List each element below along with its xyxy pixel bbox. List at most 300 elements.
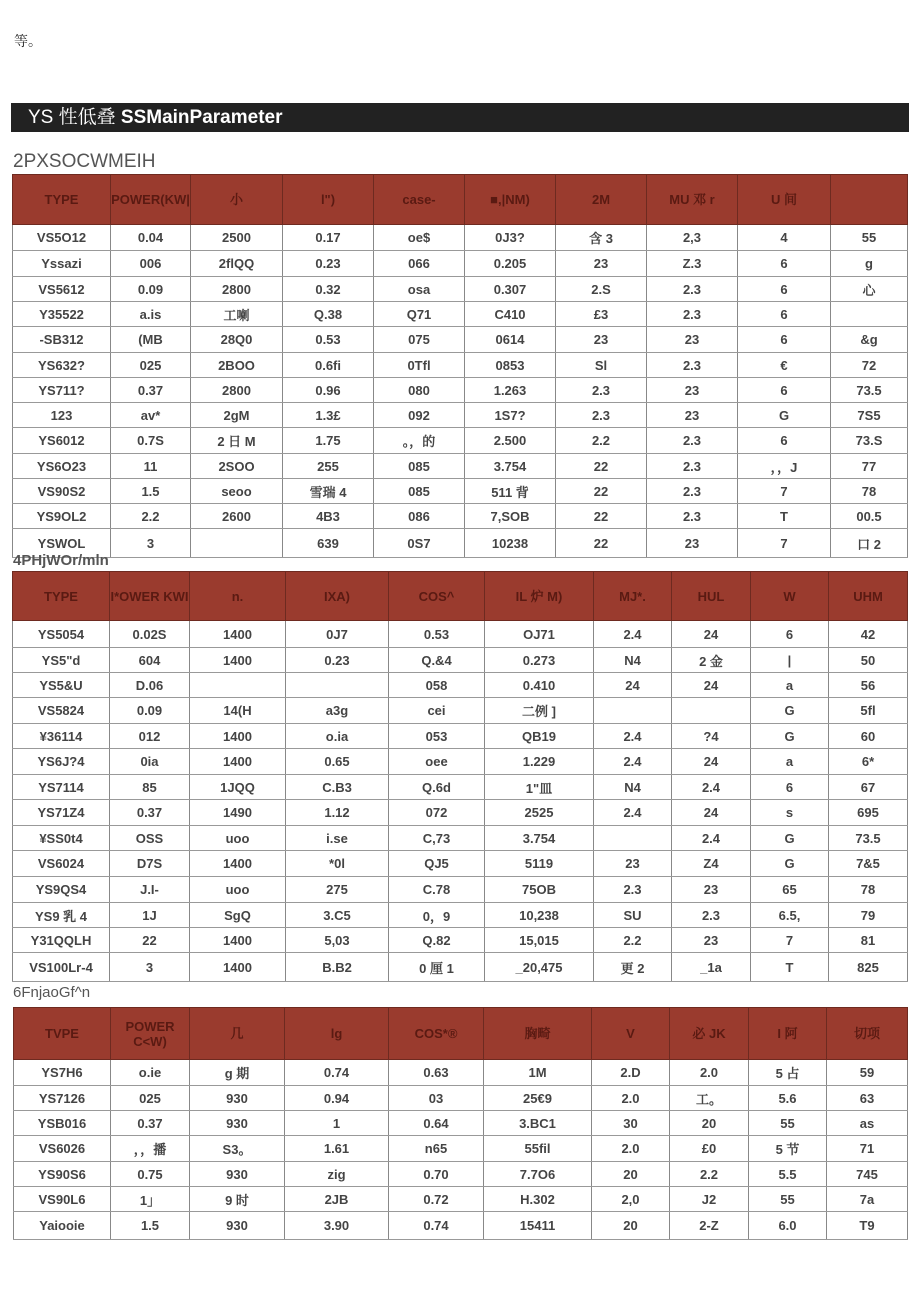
table-cell: 10238 bbox=[465, 529, 556, 558]
table-cell: 24 bbox=[672, 800, 751, 826]
table-cell: 1400 bbox=[190, 648, 286, 673]
table-row bbox=[13, 648, 908, 673]
table-cell: 0614 bbox=[465, 327, 556, 353]
table-cell: 78 bbox=[829, 877, 908, 903]
table-cell: 工。 bbox=[670, 1086, 749, 1111]
table-cell: VS100Lr-4 bbox=[13, 953, 110, 982]
table-cell: 0.307 bbox=[465, 277, 556, 302]
table-cell: 3.90 bbox=[285, 1212, 389, 1240]
table-cell: 0，9 bbox=[389, 903, 485, 928]
table-row bbox=[14, 1086, 908, 1111]
table-cell: 0.70 bbox=[389, 1162, 484, 1187]
table-cell: 9 时 bbox=[190, 1187, 285, 1212]
table-cell: 5,03 bbox=[286, 928, 389, 953]
table-cell: 2.S bbox=[556, 277, 647, 302]
table-cell: YS7114 bbox=[13, 775, 110, 800]
table-cell: 。，的 bbox=[374, 428, 465, 454]
table-cell: YS6O23 bbox=[13, 454, 111, 479]
table-cell: VS5824 bbox=[13, 698, 110, 724]
table-cell: 0.94 bbox=[285, 1086, 389, 1111]
table-cell: 075 bbox=[374, 327, 465, 353]
column-header: TVPE bbox=[14, 1008, 111, 1060]
table-cell: 2.2 bbox=[670, 1162, 749, 1187]
table-cell: 3.BC1 bbox=[484, 1111, 592, 1136]
table-cell: 23 bbox=[556, 251, 647, 277]
table-cell: 825 bbox=[829, 953, 908, 982]
table-cell: 7a bbox=[827, 1187, 908, 1212]
table-cell: cei bbox=[389, 698, 485, 724]
table-cell: 23 bbox=[647, 529, 738, 558]
column-header: I 阿 bbox=[749, 1008, 827, 1060]
table-cell: YS7H6 bbox=[14, 1060, 111, 1086]
section-heading-4p: 4PHjWOr/mln bbox=[13, 552, 109, 569]
table-cell: 55 bbox=[749, 1187, 827, 1212]
table-cell: 6 bbox=[738, 302, 831, 327]
column-header: I*OWER KWI bbox=[110, 572, 190, 621]
table-cell: 1.5 bbox=[111, 1212, 190, 1240]
table-cell: C410 bbox=[465, 302, 556, 327]
table-row bbox=[13, 928, 908, 953]
table-cell: 78 bbox=[831, 479, 908, 504]
table-cell: Z4 bbox=[672, 851, 751, 877]
table-cell: 10,238 bbox=[485, 903, 594, 928]
table-cell: Z.3 bbox=[647, 251, 738, 277]
table-row bbox=[13, 403, 908, 428]
table-cell: 930 bbox=[190, 1162, 285, 1187]
table-cell: YS5"d bbox=[13, 648, 110, 673]
table-cell: 0.6fi bbox=[283, 353, 374, 378]
table-cell: 0.23 bbox=[283, 251, 374, 277]
table-cell: 1.61 bbox=[285, 1136, 389, 1162]
table-cell: a bbox=[751, 749, 829, 775]
table-cell: OSS bbox=[110, 826, 190, 851]
table-cell: 2,0 bbox=[592, 1187, 670, 1212]
table-cell: SU bbox=[594, 903, 672, 928]
table-cell: 23 bbox=[594, 851, 672, 877]
table-cell: 072 bbox=[389, 800, 485, 826]
table-cell bbox=[594, 826, 672, 851]
table-cell: 0.64 bbox=[389, 1111, 484, 1136]
table-cell: 20 bbox=[592, 1162, 670, 1187]
table-cell: VS90L6 bbox=[14, 1187, 111, 1212]
table-row bbox=[13, 479, 908, 504]
table-cell: 0853 bbox=[465, 353, 556, 378]
table-cell: 6 bbox=[738, 277, 831, 302]
table-row bbox=[13, 428, 908, 454]
table-cell: 2.500 bbox=[465, 428, 556, 454]
table-cell: 65 bbox=[751, 877, 829, 903]
table-cell: 2JB bbox=[285, 1187, 389, 1212]
table-cell: 73.5 bbox=[829, 826, 908, 851]
table-cell: YS5&U bbox=[13, 673, 110, 698]
table-cell: 2525 bbox=[485, 800, 594, 826]
table-cell: 1S7? bbox=[465, 403, 556, 428]
table-cell: 50 bbox=[829, 648, 908, 673]
table-cell: 0.37 bbox=[111, 1111, 190, 1136]
table-cell: 2-Z bbox=[670, 1212, 749, 1240]
table-row bbox=[13, 378, 908, 403]
table-cell: 2800 bbox=[191, 378, 283, 403]
table-cell: 含 3 bbox=[556, 225, 647, 251]
table-cell: 930 bbox=[190, 1086, 285, 1111]
table-cell: B.B2 bbox=[286, 953, 389, 982]
table-row bbox=[13, 749, 908, 775]
table-cell: QB19 bbox=[485, 724, 594, 749]
table-cell: 20 bbox=[592, 1212, 670, 1240]
table-cell: 2.4 bbox=[594, 621, 672, 648]
table-cell: 23 bbox=[647, 327, 738, 353]
table-cell: 42 bbox=[829, 621, 908, 648]
table-row bbox=[14, 1111, 908, 1136]
table-cell: 67 bbox=[829, 775, 908, 800]
table-cell: YS9OL2 bbox=[13, 504, 111, 529]
table-cell: 7.7O6 bbox=[484, 1162, 592, 1187]
table-cell bbox=[594, 698, 672, 724]
table-cell: 5119 bbox=[485, 851, 594, 877]
table-row bbox=[13, 877, 908, 903]
table-cell: 6 bbox=[738, 327, 831, 353]
table-cell: OJ71 bbox=[485, 621, 594, 648]
column-header: COS^ bbox=[389, 572, 485, 621]
table-cell: C,73 bbox=[389, 826, 485, 851]
table-cell: 24 bbox=[594, 673, 672, 698]
table-cell: 745 bbox=[827, 1162, 908, 1187]
table-cell: 55fil bbox=[484, 1136, 592, 1162]
table-row bbox=[13, 673, 908, 698]
table-cell: &g bbox=[831, 327, 908, 353]
table-cell: 2 金 bbox=[672, 648, 751, 673]
table-cell: SgQ bbox=[190, 903, 286, 928]
column-header: MU 邓 r bbox=[647, 175, 738, 225]
table-cell: 60 bbox=[829, 724, 908, 749]
table-cell: 22 bbox=[556, 454, 647, 479]
table-cell: C.B3 bbox=[286, 775, 389, 800]
table-cell: 2flQQ bbox=[191, 251, 283, 277]
table-cell: G bbox=[751, 698, 829, 724]
table-cell: Yaiooie bbox=[14, 1212, 111, 1240]
table-cell: 2800 bbox=[191, 277, 283, 302]
table-cell: 0.17 bbox=[283, 225, 374, 251]
table-cell: 085 bbox=[374, 479, 465, 504]
table-cell: 14(H bbox=[190, 698, 286, 724]
table-row bbox=[13, 504, 908, 529]
table-cell: 123 bbox=[13, 403, 111, 428]
table-cell: 2.3 bbox=[647, 353, 738, 378]
table-cell: ，，J bbox=[738, 454, 831, 479]
table-row bbox=[13, 529, 908, 558]
column-header: lg bbox=[285, 1008, 389, 1060]
table-cell: 1JQQ bbox=[190, 775, 286, 800]
table-cell: 0.37 bbox=[110, 800, 190, 826]
table-cell: 81 bbox=[829, 928, 908, 953]
table-cell: 24 bbox=[672, 621, 751, 648]
table-row bbox=[13, 775, 908, 800]
table-cell: T bbox=[738, 504, 831, 529]
table-cell: *0l bbox=[286, 851, 389, 877]
table-cell: 72 bbox=[831, 353, 908, 378]
table-cell: 006 bbox=[111, 251, 191, 277]
table-cell: 0.09 bbox=[110, 698, 190, 724]
table-cell: 心 bbox=[831, 277, 908, 302]
table-cell: H.302 bbox=[484, 1187, 592, 1212]
table-cell: 1.5 bbox=[111, 479, 191, 504]
table-cell: i.se bbox=[286, 826, 389, 851]
table-row bbox=[14, 1136, 908, 1162]
table-cell: 79 bbox=[829, 903, 908, 928]
table-cell: 1.263 bbox=[465, 378, 556, 403]
table-cell: 2.3 bbox=[647, 504, 738, 529]
table-cell: 2.3 bbox=[647, 277, 738, 302]
table-cell: av* bbox=[111, 403, 191, 428]
table-cell: 6 bbox=[738, 428, 831, 454]
table-cell: 23 bbox=[647, 403, 738, 428]
table-cell: 2.2 bbox=[556, 428, 647, 454]
table-2p bbox=[12, 174, 908, 558]
table-cell: 4B3 bbox=[283, 504, 374, 529]
table-cell: 639 bbox=[283, 529, 374, 558]
table-cell: 0.65 bbox=[286, 749, 389, 775]
table-cell: | bbox=[751, 648, 829, 673]
table-cell: 0.7S bbox=[111, 428, 191, 454]
table-cell: 7 bbox=[738, 479, 831, 504]
table-cell: 5 节 bbox=[749, 1136, 827, 1162]
table-cell: 0.53 bbox=[389, 621, 485, 648]
column-header bbox=[831, 175, 908, 225]
table-cell: 604 bbox=[110, 648, 190, 673]
table-cell: 73.S bbox=[831, 428, 908, 454]
table-cell: 511 背 bbox=[465, 479, 556, 504]
table-row bbox=[13, 826, 908, 851]
table-row bbox=[13, 698, 908, 724]
table-cell: G bbox=[751, 826, 829, 851]
table-cell: ?4 bbox=[672, 724, 751, 749]
table-cell: 2,3 bbox=[647, 225, 738, 251]
table-cell: 更 2 bbox=[594, 953, 672, 982]
table-cell: oee bbox=[389, 749, 485, 775]
table-cell: 5.6 bbox=[749, 1086, 827, 1111]
column-header: 胸畸 bbox=[484, 1008, 592, 1060]
table-4p bbox=[12, 571, 908, 982]
table-cell: 71 bbox=[827, 1136, 908, 1162]
table-cell: YS90S6 bbox=[14, 1162, 111, 1187]
table-cell: 1"皿 bbox=[485, 775, 594, 800]
table-cell: Q71 bbox=[374, 302, 465, 327]
table-cell: 23 bbox=[672, 928, 751, 953]
table-cell: 20 bbox=[670, 1111, 749, 1136]
table-row bbox=[14, 1187, 908, 1212]
table-cell: _1a bbox=[672, 953, 751, 982]
table-cell: € bbox=[738, 353, 831, 378]
table-cell: 2600 bbox=[191, 504, 283, 529]
table-cell: 2.3 bbox=[647, 454, 738, 479]
column-header: TYPE bbox=[13, 572, 110, 621]
table-cell: 2.3 bbox=[672, 903, 751, 928]
table-cell: -SB312 bbox=[13, 327, 111, 353]
table-cell bbox=[831, 302, 908, 327]
column-header: W bbox=[751, 572, 829, 621]
table-cell: s bbox=[751, 800, 829, 826]
table-cell: g bbox=[831, 251, 908, 277]
table-cell: 1.12 bbox=[286, 800, 389, 826]
table-cell: 15,015 bbox=[485, 928, 594, 953]
table-cell: 2.3 bbox=[594, 877, 672, 903]
table-cell: 080 bbox=[374, 378, 465, 403]
table-cell: 3 bbox=[110, 953, 190, 982]
table-cell: Q.82 bbox=[389, 928, 485, 953]
table-cell: 6.5, bbox=[751, 903, 829, 928]
column-header: 几 bbox=[190, 1008, 285, 1060]
table-cell: YS632? bbox=[13, 353, 111, 378]
table-row bbox=[13, 621, 908, 648]
table-cell: 24 bbox=[672, 749, 751, 775]
table-cell: 3 bbox=[111, 529, 191, 558]
table-cell: 7 bbox=[751, 928, 829, 953]
table-cell: 2.4 bbox=[594, 800, 672, 826]
table-cell: 2.4 bbox=[672, 826, 751, 851]
table-cell: 1」 bbox=[111, 1187, 190, 1212]
table-cell: 275 bbox=[286, 877, 389, 903]
table-cell: 2 日 M bbox=[191, 428, 283, 454]
table-cell: D7S bbox=[110, 851, 190, 877]
table-cell: 1400 bbox=[190, 928, 286, 953]
table-cell: 092 bbox=[374, 403, 465, 428]
table-cell: 3.754 bbox=[465, 454, 556, 479]
table-cell: 930 bbox=[190, 1212, 285, 1240]
table-cell: 63 bbox=[827, 1086, 908, 1111]
table-row bbox=[13, 327, 908, 353]
table-cell: 1.3£ bbox=[283, 403, 374, 428]
table-cell: QJ5 bbox=[389, 851, 485, 877]
table-cell: a.is bbox=[111, 302, 191, 327]
table-row bbox=[14, 1212, 908, 1240]
table-cell: 25€9 bbox=[484, 1086, 592, 1111]
table-cell: 23 bbox=[556, 327, 647, 353]
table-cell: 1.75 bbox=[283, 428, 374, 454]
table-cell: 55 bbox=[749, 1111, 827, 1136]
table-row bbox=[14, 1060, 908, 1086]
table-cell: 6 bbox=[751, 775, 829, 800]
table-cell: 0.205 bbox=[465, 251, 556, 277]
table-cell: G bbox=[751, 724, 829, 749]
table-cell: 7&5 bbox=[829, 851, 908, 877]
table-cell: 00.5 bbox=[831, 504, 908, 529]
table-cell: VS6026 bbox=[14, 1136, 111, 1162]
table-cell: o.ia bbox=[286, 724, 389, 749]
table-cell: YS711? bbox=[13, 378, 111, 403]
table-cell: 695 bbox=[829, 800, 908, 826]
table-cell: 1400 bbox=[190, 749, 286, 775]
table-cell: 025 bbox=[111, 353, 191, 378]
table-cell: 0ia bbox=[110, 749, 190, 775]
table-cell: Q.&4 bbox=[389, 648, 485, 673]
column-header: MJ*. bbox=[594, 572, 672, 621]
table-cell: 2.3 bbox=[647, 302, 738, 327]
table-cell: Y35522 bbox=[13, 302, 111, 327]
table-cell: Y31QQLH bbox=[13, 928, 110, 953]
table-cell: 77 bbox=[831, 454, 908, 479]
table-cell: J2 bbox=[670, 1187, 749, 1212]
table-cell: YS6J?4 bbox=[13, 749, 110, 775]
table-row bbox=[13, 953, 908, 982]
table-cell: n65 bbox=[389, 1136, 484, 1162]
table-cell: T bbox=[751, 953, 829, 982]
column-header: UHM bbox=[829, 572, 908, 621]
table-cell: Q.6d bbox=[389, 775, 485, 800]
top-note: 等。 bbox=[14, 34, 42, 50]
table-cell: a bbox=[751, 673, 829, 698]
table-cell: 1400 bbox=[190, 724, 286, 749]
table-cell: (MB bbox=[111, 327, 191, 353]
table-cell: 0.410 bbox=[485, 673, 594, 698]
title-prefix: YS 性低叠 bbox=[28, 107, 121, 128]
column-header: IL 炉 M) bbox=[485, 572, 594, 621]
table-cell: _20,475 bbox=[485, 953, 594, 982]
table-cell: 22 bbox=[110, 928, 190, 953]
table-cell: 55 bbox=[831, 225, 908, 251]
table-cell: VS6024 bbox=[13, 851, 110, 877]
header-row bbox=[14, 1008, 908, 1060]
table-cell: 1 bbox=[285, 1111, 389, 1136]
column-header: HUL bbox=[672, 572, 751, 621]
table-cell: YSB016 bbox=[14, 1111, 111, 1136]
table-cell: seoo bbox=[191, 479, 283, 504]
table-row bbox=[13, 251, 908, 277]
table-cell: 0Tfl bbox=[374, 353, 465, 378]
table-row bbox=[13, 724, 908, 749]
table-cell: 6.0 bbox=[749, 1212, 827, 1240]
table-cell: 1400 bbox=[190, 851, 286, 877]
table-cell: 2500 bbox=[191, 225, 283, 251]
table-cell: J.I- bbox=[110, 877, 190, 903]
table-cell: 7 bbox=[738, 529, 831, 558]
table-cell: YS6012 bbox=[13, 428, 111, 454]
table-cell: 59 bbox=[827, 1060, 908, 1086]
table-cell: ，，播 bbox=[111, 1136, 190, 1162]
table-cell: 5 占 bbox=[749, 1060, 827, 1086]
table-cell: YS9 乳 4 bbox=[13, 903, 110, 928]
table-row bbox=[14, 1162, 908, 1187]
table-cell: Q.38 bbox=[283, 302, 374, 327]
table-cell: 6 bbox=[738, 378, 831, 403]
table-cell: 6 bbox=[751, 621, 829, 648]
table-cell: 2.0 bbox=[592, 1086, 670, 1111]
table-cell: as bbox=[827, 1111, 908, 1136]
table-cell: 6 bbox=[738, 251, 831, 277]
column-header: n. bbox=[190, 572, 286, 621]
table-row bbox=[13, 277, 908, 302]
table-cell: ¥SS0t4 bbox=[13, 826, 110, 851]
table-cell: 0.75 bbox=[111, 1162, 190, 1187]
table-cell: 2SOO bbox=[191, 454, 283, 479]
column-header: TYPE bbox=[13, 175, 111, 225]
table-cell: 56 bbox=[829, 673, 908, 698]
table-cell: 0.74 bbox=[389, 1212, 484, 1240]
table-cell: 2.4 bbox=[672, 775, 751, 800]
table-cell: 2.2 bbox=[111, 504, 191, 529]
table-row bbox=[13, 851, 908, 877]
table-cell: S3。 bbox=[190, 1136, 285, 1162]
table-cell: 2.3 bbox=[647, 428, 738, 454]
table-cell: 0.63 bbox=[389, 1060, 484, 1086]
table-cell: VS5612 bbox=[13, 277, 111, 302]
table-cell: 75OB bbox=[485, 877, 594, 903]
table-cell: G bbox=[751, 851, 829, 877]
table-cell: 0S7 bbox=[374, 529, 465, 558]
column-header: case- bbox=[374, 175, 465, 225]
table-cell: 0.32 bbox=[283, 277, 374, 302]
table-cell: 雪瑞 4 bbox=[283, 479, 374, 504]
table-cell: 0.09 bbox=[111, 277, 191, 302]
